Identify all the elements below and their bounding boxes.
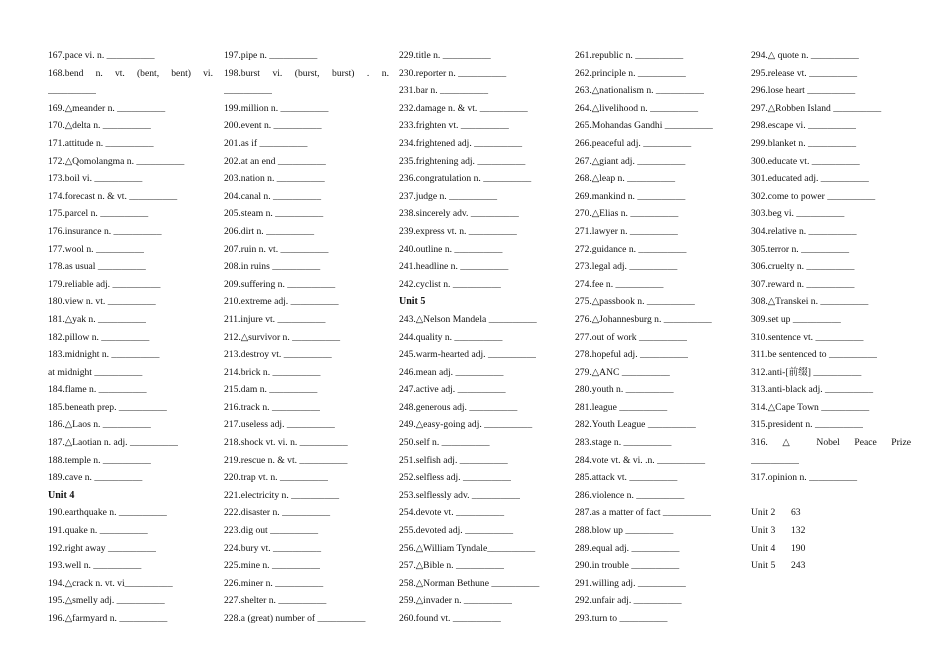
vocab-line: __________ [224,85,272,97]
vocab-line: 188.temple n. __________ [48,454,151,466]
vocab-line: 248.generous adj. __________ [399,401,518,413]
vocab-line: __________ [751,454,799,466]
vocab-line: 266.peaceful adj. __________ [575,137,692,149]
vocab-line: 204.canal n. __________ [224,190,321,202]
vocab-line: 175.parcel n. __________ [48,208,149,220]
unit-summary-value: 132 [791,525,806,537]
vocab-line: 215.dam n. __________ [224,384,318,396]
vocab-line: 213.destroy vt. __________ [224,349,332,361]
vocab-line: 289.equal adj. __________ [575,542,680,554]
vocab-line: 253.selflessly adv. __________ [399,489,520,501]
column-2 [224,47,389,628]
vocab-line: 295.release vt. __________ [751,67,858,79]
vocab-line: 247.active adj. __________ [399,384,506,396]
vocab-line: 278.hopeful adj. __________ [575,349,688,361]
vocab-line: 220.trap vt. n. __________ [224,472,328,484]
vocab-line: 296.lose heart __________ [751,85,856,97]
vocab-line: 260.found vt. __________ [399,613,501,624]
vocab-line: 258.△Norman Bethune __________ [399,577,540,589]
vocab-line: 306.cruelty n. __________ [751,261,855,273]
vocab-line: at midnight __________ [48,366,143,378]
vocab-line: 305.terror n. __________ [751,243,850,255]
vocab-line: 191.quake n. __________ [48,525,148,537]
vocab-line: 271.lawyer n. __________ [575,225,678,237]
vocab-line: 255.devoted adj. __________ [399,525,514,537]
vocab-line: 217.useless adj. __________ [224,419,335,431]
vocab-line: 257.△Bible n. __________ [399,560,504,572]
vocab-line: 290.in trouble __________ [575,560,680,572]
vocab-line: 214.brick n. __________ [224,366,321,378]
vocab-line: 277.out of work __________ [575,331,687,343]
vocab-line: 219.rescue n. & vt. __________ [224,454,348,466]
vocab-line: 288.blow up __________ [575,525,674,537]
vocab-line: 185.beneath prep. __________ [48,401,167,413]
vocab-line: 211.injure vt. __________ [224,313,326,325]
vocab-line: __________ [48,85,96,97]
vocab-line: 284.vote vt. & vi. .n. __________ [575,454,706,466]
vocab-line: 293.turn to __________ [575,613,668,624]
vocab-line: 189.cave n. __________ [48,472,143,484]
vocab-line: 317.opinion n. __________ [751,472,858,484]
vocab-line: 198.burst vi. (burst, burst) . n. [224,67,389,79]
vocab-line: 229.title n. __________ [399,50,491,61]
vocab-line: 265.Mohandas Gandhi __________ [575,120,713,132]
column-3 [399,47,564,628]
vocab-line: 186.△Laos n. __________ [48,419,151,431]
vocab-line: 206.dirt n. __________ [224,225,315,237]
vocab-line: 218.shock vt. vi. n. __________ [224,437,348,449]
vocab-line: 315.president n. __________ [751,419,863,431]
vocab-line: 246.mean adj. __________ [399,366,504,378]
vocab-line: 210.extreme adj. __________ [224,296,339,308]
vocab-line: 169.△meander n. __________ [48,102,166,114]
vocab-line: 184.flame n. __________ [48,384,147,396]
vocab-line: 196.△farmyard n. __________ [48,613,168,624]
vocab-line: 223.dig out __________ [224,525,319,537]
vocab-line: 187.△Laotian n. adj. __________ [48,437,178,449]
vocab-line: 243.△Nelson Mandela __________ [399,313,537,325]
spacer [751,487,911,505]
vocab-line: 249.△easy-going adj. __________ [399,419,533,431]
vocab-line: 237.judge n. __________ [399,190,498,202]
vocab-line: 202.at an end __________ [224,155,326,167]
vocab-line: 183.midnight n. __________ [48,349,160,361]
vocab-line: 268.△leap n. __________ [575,173,676,185]
unit-heading: Unit 4 [48,489,75,501]
vocab-line: 263.△nationalism n. __________ [575,85,704,97]
vocab-line: 171.attitude n. __________ [48,137,154,149]
vocab-line: 173.boil vi. __________ [48,173,143,185]
vocab-line: 170.△delta n. __________ [48,120,151,132]
vocab-line: 308.△Transkei n. __________ [751,296,869,308]
vocab-line: 250.self n. __________ [399,437,490,449]
vocab-line: 225.mine n. __________ [224,560,320,572]
unit-summary-value: 243 [791,560,806,572]
vocab-line: 274.fee n. __________ [575,278,664,290]
vocab-line: 264.△livelihood n. __________ [575,102,699,114]
vocab-line: 168.bend n. vt. (bent, bent) vi. [48,67,213,79]
vocab-line: 312.anti-[前缀] __________ [751,366,862,378]
vocab-line: 192.right away __________ [48,542,156,554]
vocab-line: 209.suffering n. __________ [224,278,336,290]
vocab-line: 286.violence n. __________ [575,489,685,501]
unit-summary-row [751,540,911,558]
vocab-line: 279.△ANC __________ [575,366,670,378]
vocab-line: 177.wool n. __________ [48,243,144,255]
vocab-line: 241.headline n. __________ [399,261,509,273]
vocab-line: 303.beg vi. __________ [751,208,845,220]
vocab-line: 314.△Cape Town __________ [751,401,870,413]
column-1 [48,47,213,628]
column-4 [575,47,740,628]
vocab-line: 239.express vt. n. __________ [399,225,517,237]
vocab-line: 231.bar n. __________ [399,85,488,97]
vocab-line: 269.mankind n. __________ [575,190,686,202]
vocab-line: 242.cyclist n. __________ [399,278,501,290]
vocab-line: 234.frightened adj. __________ [399,137,523,149]
vocab-line: 240.outline n. __________ [399,243,503,255]
vocab-line: 235.frightening adj. __________ [399,155,526,167]
vocab-line: 205.steam n. __________ [224,208,324,220]
unit-summary-label: Unit 4 [751,542,776,554]
vocab-line: 195.△smelly adj. __________ [48,595,165,607]
vocab-line: 287.as a matter of fact __________ [575,507,711,519]
vocab-line: 281.league __________ [575,401,668,413]
vocab-line: 232.damage n. & vt. __________ [399,102,528,114]
vocab-line: 313.anti-black adj. __________ [751,384,874,396]
vocab-line: 199.million n. __________ [224,102,329,114]
vocab-line: 201.as if __________ [224,137,308,149]
vocab-line: 261.republic n. __________ [575,50,684,61]
vocab-line: 292.unfair adj. __________ [575,595,682,607]
vocab-line: 224.bury vt. __________ [224,542,322,554]
vocab-line: 172.△Qomolangma n. __________ [48,155,185,167]
vocab-line: 298.escape vi. __________ [751,120,856,132]
vocab-line: 178.as usual __________ [48,261,146,273]
vocab-line: 216.track n. __________ [224,401,320,413]
vocab-line: 275.△passbook n. __________ [575,296,695,308]
vocab-line: 262.principle n. __________ [575,67,686,79]
vocab-line: 176.insurance n. __________ [48,225,162,237]
vocab-line: 197.pipe n. __________ [224,50,318,61]
vocab-line: 299.blanket n. __________ [751,137,856,149]
vocab-line: 304.relative n. __________ [751,225,857,237]
vocab-line: 194.△crack n. vt. vi__________ [48,577,173,589]
unit-summary-label: Unit 3 [751,525,776,537]
vocab-line: 310.sentence vt. __________ [751,331,864,343]
vocab-line: 174.forecast n. & vt. __________ [48,190,178,202]
vocab-line: 273.legal adj. __________ [575,261,678,273]
vocab-line: 244.quality n. __________ [399,331,503,343]
unit-summary-row [751,557,911,575]
vocab-line: 221.electricity n. __________ [224,489,340,501]
column-5 [751,47,911,575]
vocab-line: 285.attack vt. __________ [575,472,678,484]
vocab-line: 180.view n. vt. __________ [48,296,156,308]
vocab-line: 300.educate vt. __________ [751,155,860,167]
vocab-line: 190.earthquake n. __________ [48,507,167,519]
vocab-line: 227.shelter n. __________ [224,595,327,607]
vocab-line: 226.miner n. __________ [224,577,324,589]
vocab-line: 212.△survivor n. __________ [224,331,341,343]
unit-summary-label: Unit 2 [751,507,776,519]
vocab-line: 208.in ruins __________ [224,261,321,273]
unit-summary-label: Unit 5 [751,560,776,572]
vocab-line: 181.△yak n. __________ [48,313,146,325]
unit-summary-value: 63 [791,507,801,519]
vocab-line: 291.willing adj. __________ [575,577,686,589]
vocab-line: 270.△Elias n. __________ [575,208,679,220]
vocab-line: 230.reporter n. __________ [399,67,507,79]
vocab-line: 167.pace vi. n. __________ [48,50,155,61]
vocab-line: 301.educated adj. __________ [751,173,869,185]
vocab-line: 251.selfish adj. __________ [399,454,508,466]
vocab-line: 294.△ quote n. __________ [751,50,859,61]
vocab-line: 307.reward n. __________ [751,278,855,290]
vocab-line: 309.set up __________ [751,313,841,325]
vocab-line: 254.devote vt. __________ [399,507,504,519]
vocab-line: 272.guidance n. __________ [575,243,687,255]
vocab-line: 200.event n. __________ [224,120,322,132]
vocab-line: 238.sincerely adv. __________ [399,208,519,220]
vocab-line: 297.△Robben Island __________ [751,102,882,114]
vocab-line: 245.warm-hearted adj. __________ [399,349,536,361]
vocab-line: 179.reliable adj. __________ [48,278,161,290]
unit-heading: Unit 5 [399,296,426,308]
vocab-line: 276.△Johannesburg n. __________ [575,313,712,325]
vocab-line: 259.△invader n. __________ [399,595,512,607]
vocab-line: 252.selfless adj. __________ [399,472,511,484]
vocab-line: 182.pillow n. __________ [48,331,150,343]
vocab-line: 236.congratulation n. __________ [399,173,532,185]
vocab-line: 282.Youth League __________ [575,419,696,431]
vocab-line: 283.stage n. __________ [575,437,672,449]
vocab-line: 256.△William Tyndale__________ [399,542,536,554]
unit-summary-value: 190 [791,542,806,554]
unit-summary-row [751,504,911,522]
vocab-line: 193.well n. __________ [48,560,142,572]
vocab-line: 311.be sentenced to __________ [751,349,877,361]
vocab-line: 228.a (great) number of __________ [224,613,366,624]
vocab-line: 222.disaster n. __________ [224,507,331,519]
vocab-line: 233.frighten vt. __________ [399,120,509,132]
vocab-line: 316. △ Nobel Peace Prize [751,437,911,449]
vocab-line: 203.nation n. __________ [224,173,325,185]
vocab-line: 207.ruin n. vt. __________ [224,243,329,255]
unit-summary-row [751,522,911,540]
vocab-line: 302.come to power __________ [751,190,876,202]
vocab-line: 267.△giant adj. __________ [575,155,686,167]
vocab-line: 280.youth n. __________ [575,384,674,396]
